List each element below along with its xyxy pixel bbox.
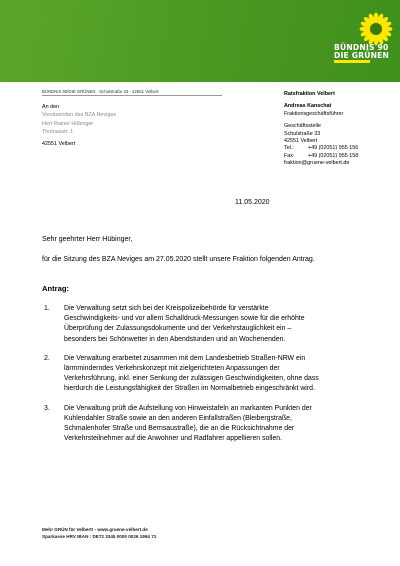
item-line: lärmminderndes Verkehrskonzept mit zielgerichteten Anpassungen der	[64, 365, 280, 373]
phone-label: Tel.:	[284, 145, 294, 152]
letter-footer	[42, 527, 156, 540]
phone-number: +49 (02051) 955 156	[308, 145, 359, 152]
logo-text-line2: DIE GRÜNEN	[334, 51, 390, 60]
item-text	[64, 304, 364, 345]
item-line: hierdurch die Leistungsfähigkeit der Straßen im Normalbetrieb eingeschränkt wird.	[64, 385, 315, 393]
office-contact-block	[284, 91, 358, 168]
item-line: Die Verwaltung setzt sich bei der Kreispolizeibehörde für verstärkte	[64, 305, 269, 312]
item-line: Verkehrsteilnehmer auf die Anwohner und Radfahrer appellieren sollen.	[64, 435, 282, 443]
footer-bank-line: Sparkasse HRV IBAN : DE72 3345 0000 0026 1994 71	[42, 533, 157, 539]
item-text	[64, 354, 364, 395]
fax-label: Fax:	[284, 152, 295, 159]
recipient-line: An den	[42, 104, 60, 110]
item-text	[64, 404, 364, 445]
party-logo	[330, 7, 396, 67]
recipient-line: Thomasstr. 1	[42, 128, 74, 135]
logo-text-line1: BÜNDNIS 90	[334, 43, 389, 52]
item-line: Verkehrsführung, inkl. einer Senkung der zulässigen Geschwindigkeiten, ohne dass	[64, 375, 319, 383]
list-item	[44, 404, 364, 445]
item-line: Überprüfung der Zulassungsdokumente und der Verkehrstauglichkeit ein –	[64, 325, 292, 333]
office-street: Schulstraße 33	[284, 130, 321, 137]
footer-website-line: Mehr GRÜN für Velbert! - www.gruene-velbert.de	[42, 527, 148, 532]
recipient-address	[42, 103, 116, 148]
item-number: 3.	[44, 404, 50, 412]
item-line: Kuhlendahler Straße sowie an den anderen Einfallstraßen (Bleibergstraße,	[64, 414, 292, 422]
fax-row	[284, 153, 358, 160]
motion-list	[44, 304, 364, 453]
item-line: Schmalenhofer Straße und Bernsaustraße), die an die Rücksichtnahme der	[64, 425, 295, 433]
phone-row	[284, 145, 358, 152]
list-item	[44, 354, 364, 395]
email-link[interactable]: fraktion@gruene-velbert.de	[284, 160, 350, 167]
item-line: Die Verwaltung prüft die Aufstellung von Hinweistafeln an markanten Punkten der	[64, 404, 312, 412]
logo-bar	[334, 60, 370, 63]
office-city: 42551 Velbert	[284, 138, 318, 145]
list-item	[44, 304, 364, 345]
antrag-heading: Antrag:	[42, 284, 69, 293]
contact-role: Fraktionsgeschäftsführer	[284, 110, 344, 117]
item-number: 2.	[44, 354, 50, 362]
salutation: Sehr geehrter Herr Hübinger,	[42, 236, 133, 243]
recipient-line: Vorsitzenden des BZA Neviges	[42, 112, 117, 119]
fax-number: +49 (02051) 955 158	[308, 152, 359, 159]
sender-address-line: BÜNDNIS 90/DIE GRÜNEN · Schulstraße 33 · 42551 Velbert	[42, 89, 159, 94]
letter-date: 11.05.2020	[235, 199, 270, 206]
office-label: Geschäftsstelle	[284, 123, 321, 130]
recipient-line: Herr Rainer Hübinger	[42, 120, 94, 127]
intro-paragraph: für die Sitzung des BZA Neviges am 27.05.2020 stellt unsere Fraktion folgenden Antrag.	[42, 256, 315, 263]
item-line: besonders bei Schönwetter in den Abendstunden und an Wochenenden.	[64, 335, 286, 343]
office-name: Ratsfraktion Velbert	[284, 91, 335, 97]
contact-person: Andreas Kanschat	[284, 103, 332, 110]
item-line: Geschwindigkeits- und vor allem Schalldruck-Messungen sowie für die erhöhte	[64, 315, 305, 323]
item-number: 1.	[44, 305, 50, 312]
recipient-city: 42551 Velbert	[42, 141, 76, 148]
sender-divider	[42, 95, 222, 96]
item-line: Die Verwaltung erarbeitet zusammen mit dem Landesbetrieb Straßen-NRW ein	[64, 354, 306, 362]
